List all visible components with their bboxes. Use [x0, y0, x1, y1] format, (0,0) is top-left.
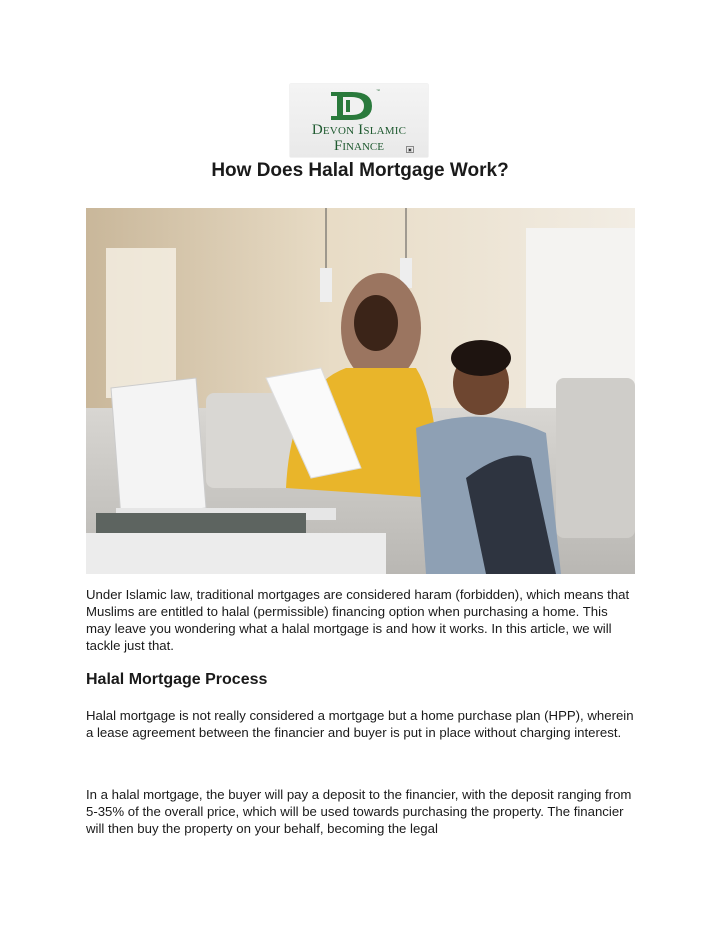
page-title: How Does Halal Mortgage Work? — [211, 160, 509, 181]
regulator-badge-icon: ▣ — [408, 147, 412, 152]
process-paragraph-1: Halal mortgage is not really considered a mortgage but a home purchase plan (HPP), wherein a lease agreement between the financier and buyer is put in place without charging interest. — [86, 708, 634, 740]
intro-paragraph: Under Islamic law, traditional mortgages are considered haram (forbidden), which means that Muslims are entitled to halal (permissible) financing option when purchasing a home. This may leave you wondering what a halal mortgage is and how it works. In this article, we will tackle just that. — [86, 587, 630, 653]
hero-photo — [86, 208, 635, 574]
logo-text-line2: Finance — [334, 138, 384, 154]
logo-text-line1: Devon Islamic — [311, 122, 407, 138]
process-paragraph-2: In a halal mortgage, the buyer will pay a deposit to the financier, with the deposit ranging from 5-35% of the overall price, which will be used towards purchasing the property. The financier will then buy the property on your behalf, becoming the legal — [86, 787, 632, 836]
section-heading: Halal Mortgage Process — [86, 671, 268, 688]
trademark-symbol: ™ — [376, 88, 380, 93]
devon-d-icon — [290, 84, 428, 124]
company-logo — [290, 84, 428, 157]
